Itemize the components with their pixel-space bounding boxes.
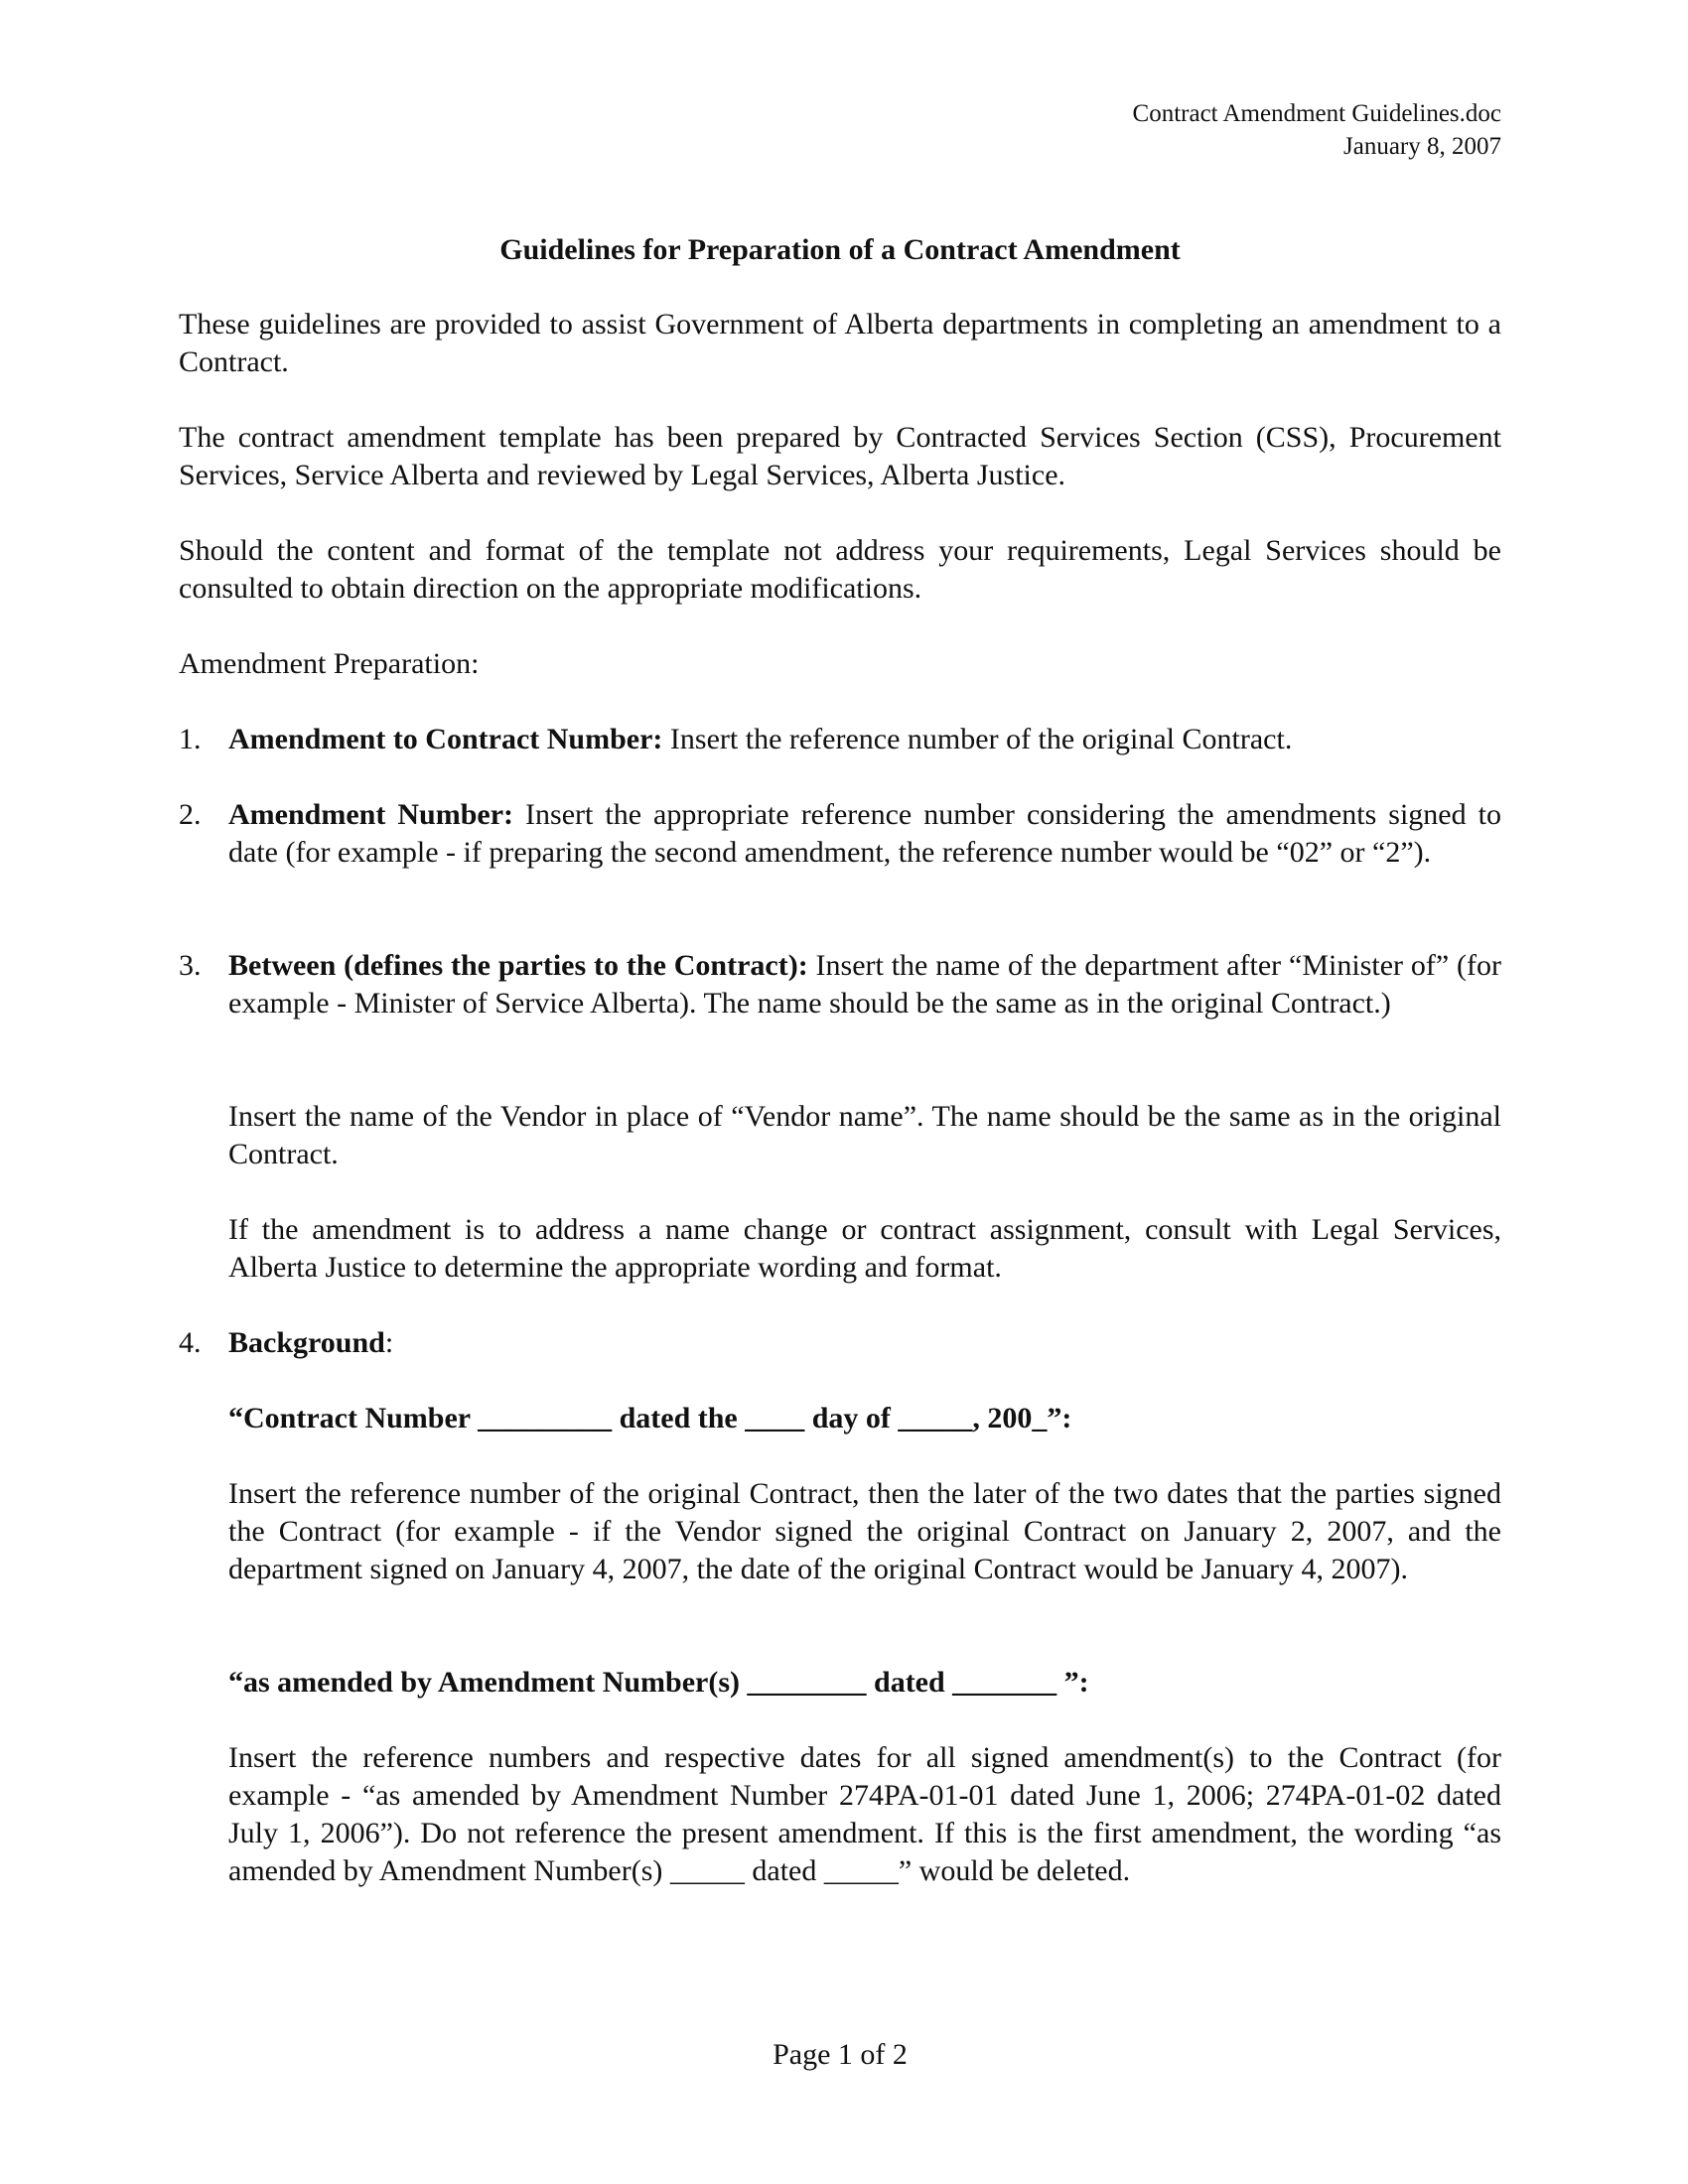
document-title: Guidelines for Preparation of a Contract Amendment [499,233,1181,266]
header-date: January 8, 2007 [1343,133,1501,160]
document-header [1133,97,1501,163]
item-3-assignment-paragraph: If the amendment is to address a name change or contract assignment, consult with Legal Services, Alberta Justice to determine the appropriate wording and format. [228,1213,1501,1284]
list-item-text: Insert the reference number of the original Contract. [662,723,1293,755]
background-contract-number-text: Insert the reference number of the original Contract, then the later of the two dates that the parties signed the Contract (for example - if the Vendor signed the original Contract on January 2, 2007, and the department signed on January 4, 2007, the date of the original Contract would be January 4, 2007). [228,1477,1501,1585]
list-item-body [228,947,1501,1023]
page-number: Page 1 of 2 [773,2038,908,2071]
intro-paragraph-1: These guidelines are provided to assist Government of Alberta departments in completing an amendment to a Contract. [179,308,1501,378]
list-item-text: Insert the appropriate reference number considering the amendments signed to date (for example - if preparing the second amendment, the reference number would be “02” or “2”). [228,798,1501,869]
header-filename: Contract Amendment Guidelines.doc [1132,100,1501,127]
list-item-body [228,796,1501,872]
list-item-number: 1. [179,723,202,755]
item-3-vendor-paragraph: Insert the name of the Vendor in place of “Vendor name”. The name should be the same as in the original Contract. [228,1100,1501,1170]
list-item-label: Amendment Number: [228,798,513,831]
list-item-number: 4. [179,1326,202,1359]
list-item-text: : [384,1326,394,1359]
list-item-number: 2. [179,798,202,831]
section-heading: Amendment Preparation: [179,647,480,680]
intro-paragraph-3: Should the content and format of the template not address your requirements, Legal Services should be consulted to obtain direction on the appropriate modifications. [179,534,1501,605]
background-amended-text: Insert the reference numbers and respective dates for all signed amendment(s) to the Contract (for example - “as amended by Amendment Number 274PA-01-01 dated June 1, 2006; 274PA-01-02 dated July 1, 2006”). Do not reference the present amendment. If this is the first amendment, the wording “as amended by Amendment Number(s) _____ dated _____” would be deleted. [228,1741,1501,1887]
list-item-body [228,1324,1501,1362]
intro-paragraph-2: The contract amendment template has been prepared by Contracted Services Section (CSS), Procurement Services, Service Alberta and reviewed by Legal Services, Alberta Justice. [179,421,1501,491]
list-item-number: 3. [179,949,202,982]
list-item-body [228,721,1501,758]
list-item-text: Insert the name of the department after “Minister of” (for example - Minister of Service Alberta). The name should be the same as in the original Contract.) [228,949,1502,1020]
list-item-label: Background [228,1326,385,1359]
list-item-label: Amendment to Contract Number: [228,723,663,755]
list-item-label: Between (defines the parties to the Contract): [228,949,808,982]
background-contract-number-heading: “Contract Number _________ dated the ____ day of _____, 200_”: [228,1402,1072,1434]
document-page [179,0,1501,2184]
background-amended-heading: “as amended by Amendment Number(s) ________ dated _______ ”: [228,1666,1089,1699]
